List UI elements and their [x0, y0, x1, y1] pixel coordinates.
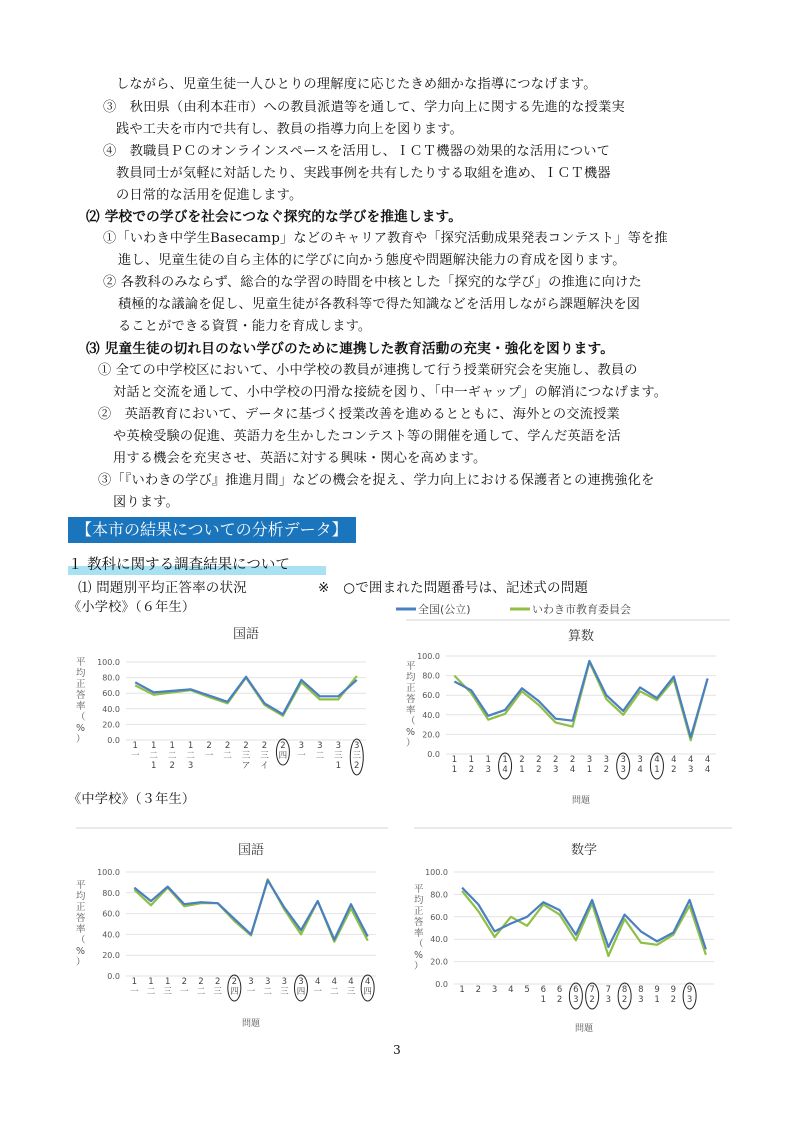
- text-line: 積極的な議論を促し、児童生徒が各教科等で得た知識などを活用しながら課題解決を図: [118, 297, 641, 312]
- text-line: ③ 秋田県（由利本荘市）への教員派遣等を通して、学力向上に関する先進的な授業実: [103, 100, 625, 115]
- x-tick-label: 2 3: [552, 755, 559, 775]
- x-tick-label: 3 三 1: [334, 741, 343, 771]
- x-tick-label: 1 二 3: [186, 741, 195, 771]
- x-axis-label: 問題: [574, 1024, 594, 1034]
- text-line: 進し、児童生徒の自ら主体的に学びに向かう態度や問題解決能力の育成を図ります。: [118, 253, 626, 268]
- y-tick-label: 60.0: [102, 909, 120, 919]
- subsection-title: ⑴ 問題別平均正答率の状況: [78, 580, 247, 596]
- chart-title: 数学: [570, 843, 598, 858]
- juniorhigh-heading: 《中学校》（３年生）: [68, 792, 196, 807]
- x-tick-label: 4 3: [687, 755, 694, 775]
- x-tick-label: 7 3: [605, 985, 612, 1005]
- y-tick-label: 100.0: [97, 868, 120, 877]
- y-tick-label: 20.0: [102, 951, 120, 961]
- x-tick-label: 1 1: [451, 755, 458, 775]
- series-line-national: [454, 661, 707, 737]
- x-tick-label: 9 1: [654, 985, 660, 1005]
- x-tick-label: 8 3: [638, 985, 644, 1005]
- x-tick-label: 6 2: [556, 985, 563, 1005]
- x-tick-label: 1 三: [163, 977, 172, 997]
- x-tick-label: 4 三: [346, 977, 356, 997]
- x-tick-label: 2 一: [180, 977, 189, 997]
- chart-title: 国語: [237, 843, 265, 858]
- x-tick-label: 2 4: [569, 755, 576, 775]
- y-axis-label: 平均正答率（%）: [76, 657, 86, 745]
- x-tick-label: 4 1: [654, 755, 660, 775]
- y-tick-label: 60.0: [430, 912, 448, 922]
- x-tick-label: 4: [508, 985, 514, 995]
- x-tick-label: 2 1: [519, 755, 525, 775]
- text-line: や英検受験の促進、英語力を生かしたコンテスト等の開催を通して、学んだ英語を活: [113, 429, 621, 444]
- text-line: ることができる資質・能力を育成します。: [118, 319, 372, 334]
- series-line-national: [134, 880, 367, 939]
- x-tick-label: 8 2: [621, 985, 628, 1005]
- x-tick-label: 3 二: [263, 977, 272, 997]
- x-tick-label: 3 四: [296, 977, 306, 997]
- text-line: ② 英語教育において、データに基づく授業改善を進めるとともに、海外との交流授業: [98, 407, 620, 422]
- y-axis-label: 平均正答率（%）: [406, 661, 416, 749]
- x-tick-label: 2 四: [230, 977, 239, 997]
- x-tick-label: 3: [491, 985, 498, 995]
- y-tick-label: 100.0: [417, 652, 440, 661]
- x-tick-label: 3 一: [246, 977, 256, 997]
- y-tick-label: 0.0: [107, 972, 120, 981]
- x-axis-label: 問題: [241, 1019, 261, 1029]
- y-tick-label: 20.0: [102, 720, 120, 730]
- legend-national-label: 全国(公立): [418, 603, 471, 616]
- chart-svg: [396, 620, 732, 805]
- x-tick-label: 3 一: [297, 741, 306, 761]
- chart-legend: [390, 598, 730, 620]
- text-line: しながら、児童生徒一人ひとりの理解度に応じたきめ細かな指導につなげます。: [116, 77, 597, 92]
- x-tick-label: 9 3: [686, 985, 693, 1005]
- chart-jh-japanese: [66, 828, 390, 1028]
- x-tick-label: 1 一: [130, 741, 140, 761]
- x-tick-label: 1 4: [502, 755, 508, 775]
- series-line-national: [462, 888, 706, 950]
- y-tick-label: 100.0: [425, 868, 448, 877]
- x-tick-label: 2 二: [196, 977, 206, 997]
- text-line: の日常的な活用を促進します。: [116, 188, 303, 203]
- y-tick-label: 0.0: [427, 750, 440, 759]
- x-tick-label: 2 一: [204, 741, 214, 761]
- text-line: 図ります。: [113, 495, 179, 510]
- x-tick-label: 3 2: [603, 755, 610, 775]
- page-number: 3: [393, 1043, 401, 1057]
- x-tick-label: 2 2: [536, 755, 542, 775]
- y-tick-label: 20.0: [430, 957, 448, 967]
- x-tick-label: 2 四: [278, 741, 288, 761]
- chart-jh-math: [404, 828, 734, 1033]
- y-tick-label: 20.0: [422, 730, 440, 740]
- chart-elem-math: [396, 620, 732, 805]
- circled-note: ※ ○で囲まれた問題番号は、記述式の問題: [318, 580, 589, 596]
- x-tick-label: 3 三 2: [352, 741, 362, 771]
- x-tick-label: 4 4: [704, 755, 711, 775]
- legend-iwaki-label: いわき市教育委員会: [532, 603, 631, 616]
- x-tick-label: 6 1: [540, 985, 547, 1005]
- y-tick-label: 80.0: [102, 888, 120, 898]
- x-tick-label: 2 三: [213, 977, 222, 997]
- x-tick-label: 1 二 2: [167, 741, 177, 771]
- x-tick-label: 2: [475, 985, 482, 995]
- x-tick-label: 1: [459, 985, 465, 995]
- text-line: ③「『いわきの学び』推進月間」などの機会を捉え、学力向上における保護者との連携強化を: [98, 473, 655, 488]
- x-tick-label: 4 一: [313, 977, 322, 997]
- text-line: ① 全ての中学校区において、小中学校の教員が連携して行う授業研究会を実施し、教員の: [98, 363, 638, 378]
- x-tick-label: 3 1: [586, 755, 593, 775]
- x-tick-label: 4 四: [363, 977, 372, 997]
- x-tick-label: 1 2: [468, 755, 475, 775]
- chart-title: 国語: [232, 627, 260, 642]
- text-line: 践や工夫を市内で共有し、教員の指導力向上を図ります。: [116, 122, 464, 137]
- x-tick-label: 1 二 1: [149, 741, 158, 771]
- x-tick-label: 2 二: [223, 741, 232, 761]
- y-tick-label: 0.0: [435, 980, 448, 989]
- section-1-title: １ 教科に関する調査結果について: [68, 557, 290, 573]
- x-tick-label: 7 2: [589, 985, 595, 1005]
- x-tick-label: 3 4: [637, 755, 643, 775]
- y-tick-label: 40.0: [430, 935, 448, 945]
- y-tick-label: 40.0: [102, 704, 120, 714]
- chart-svg: [404, 828, 734, 1033]
- y-tick-label: 80.0: [422, 671, 440, 681]
- x-tick-label: 2 三ア: [241, 741, 251, 771]
- chart-svg: [66, 828, 390, 1028]
- chart-title: 算数: [567, 629, 595, 644]
- chart-svg: [66, 620, 382, 790]
- x-tick-label: 3 三: [280, 977, 289, 997]
- y-tick-label: 80.0: [102, 673, 120, 683]
- text-line: ② 各教科のみならず、総合的な学習の時間を中核とした「探究的な学び」の推進に向けた: [103, 275, 642, 290]
- x-tick-label: 1 一: [130, 977, 139, 997]
- y-tick-label: 40.0: [102, 930, 120, 940]
- x-tick-label: 6 3: [573, 985, 579, 1005]
- analysis-data-banner: 【本市の結果についての分析データ】: [68, 517, 356, 543]
- x-axis-label: 問題: [571, 796, 591, 806]
- y-tick-label: 0.0: [107, 736, 120, 745]
- y-axis-label: 平均正答率（%）: [414, 884, 424, 972]
- chart-elem-japanese: [66, 620, 382, 790]
- x-tick-label: 9 2: [670, 985, 677, 1005]
- section-heading-2: ⑵ 学校での学びを社会につなぐ探究的な学びを推進します。: [86, 209, 463, 225]
- x-tick-label: 1 二: [146, 977, 156, 997]
- x-tick-label: 4 2: [671, 755, 677, 775]
- y-axis-label: 平均正答率（%）: [76, 880, 86, 968]
- elementary-heading: 《小学校》（６年生）: [68, 600, 196, 615]
- x-tick-label: 3 二: [315, 741, 325, 761]
- y-tick-label: 80.0: [430, 890, 448, 900]
- series-line-iwaki: [462, 891, 706, 956]
- text-line: 用する機会を充実させ、英語に対する興味・関心を高めます。: [113, 451, 487, 466]
- x-tick-label: 3 3: [620, 755, 626, 775]
- text-line: 対話と交流を通して、小中学校の円滑な接続を図り、「中一ギャップ」の解消につなげます。: [113, 385, 668, 400]
- x-tick-label: 2 三イ: [260, 741, 269, 771]
- section-heading-3: ⑶ 児童生徒の切れ目のない学びのために連携した教育活動の充実・強化を図ります。: [86, 341, 615, 357]
- x-tick-label: 4 二: [330, 977, 339, 997]
- series-line-iwaki: [454, 662, 707, 740]
- y-tick-label: 60.0: [422, 691, 440, 701]
- text-line: ①「いわき中学生Basecamp」などのキャリア教育や「探究活動成果発表コンテスト」等を推: [103, 231, 668, 246]
- x-tick-label: 5: [524, 985, 530, 995]
- y-tick-label: 60.0: [102, 689, 120, 699]
- x-tick-label: 1 3: [485, 755, 491, 775]
- text-line: ④ 教職員ＰＣのオンラインスペースを活用し、ＩＣＴ機器の効果的な活用について: [103, 144, 611, 159]
- y-tick-label: 40.0: [422, 710, 440, 720]
- y-tick-label: 100.0: [97, 658, 120, 667]
- text-line: 教員同士が気軽に対話したり、実践事例を共有したりする取組を進め、ＩＣＴ機器: [116, 166, 611, 181]
